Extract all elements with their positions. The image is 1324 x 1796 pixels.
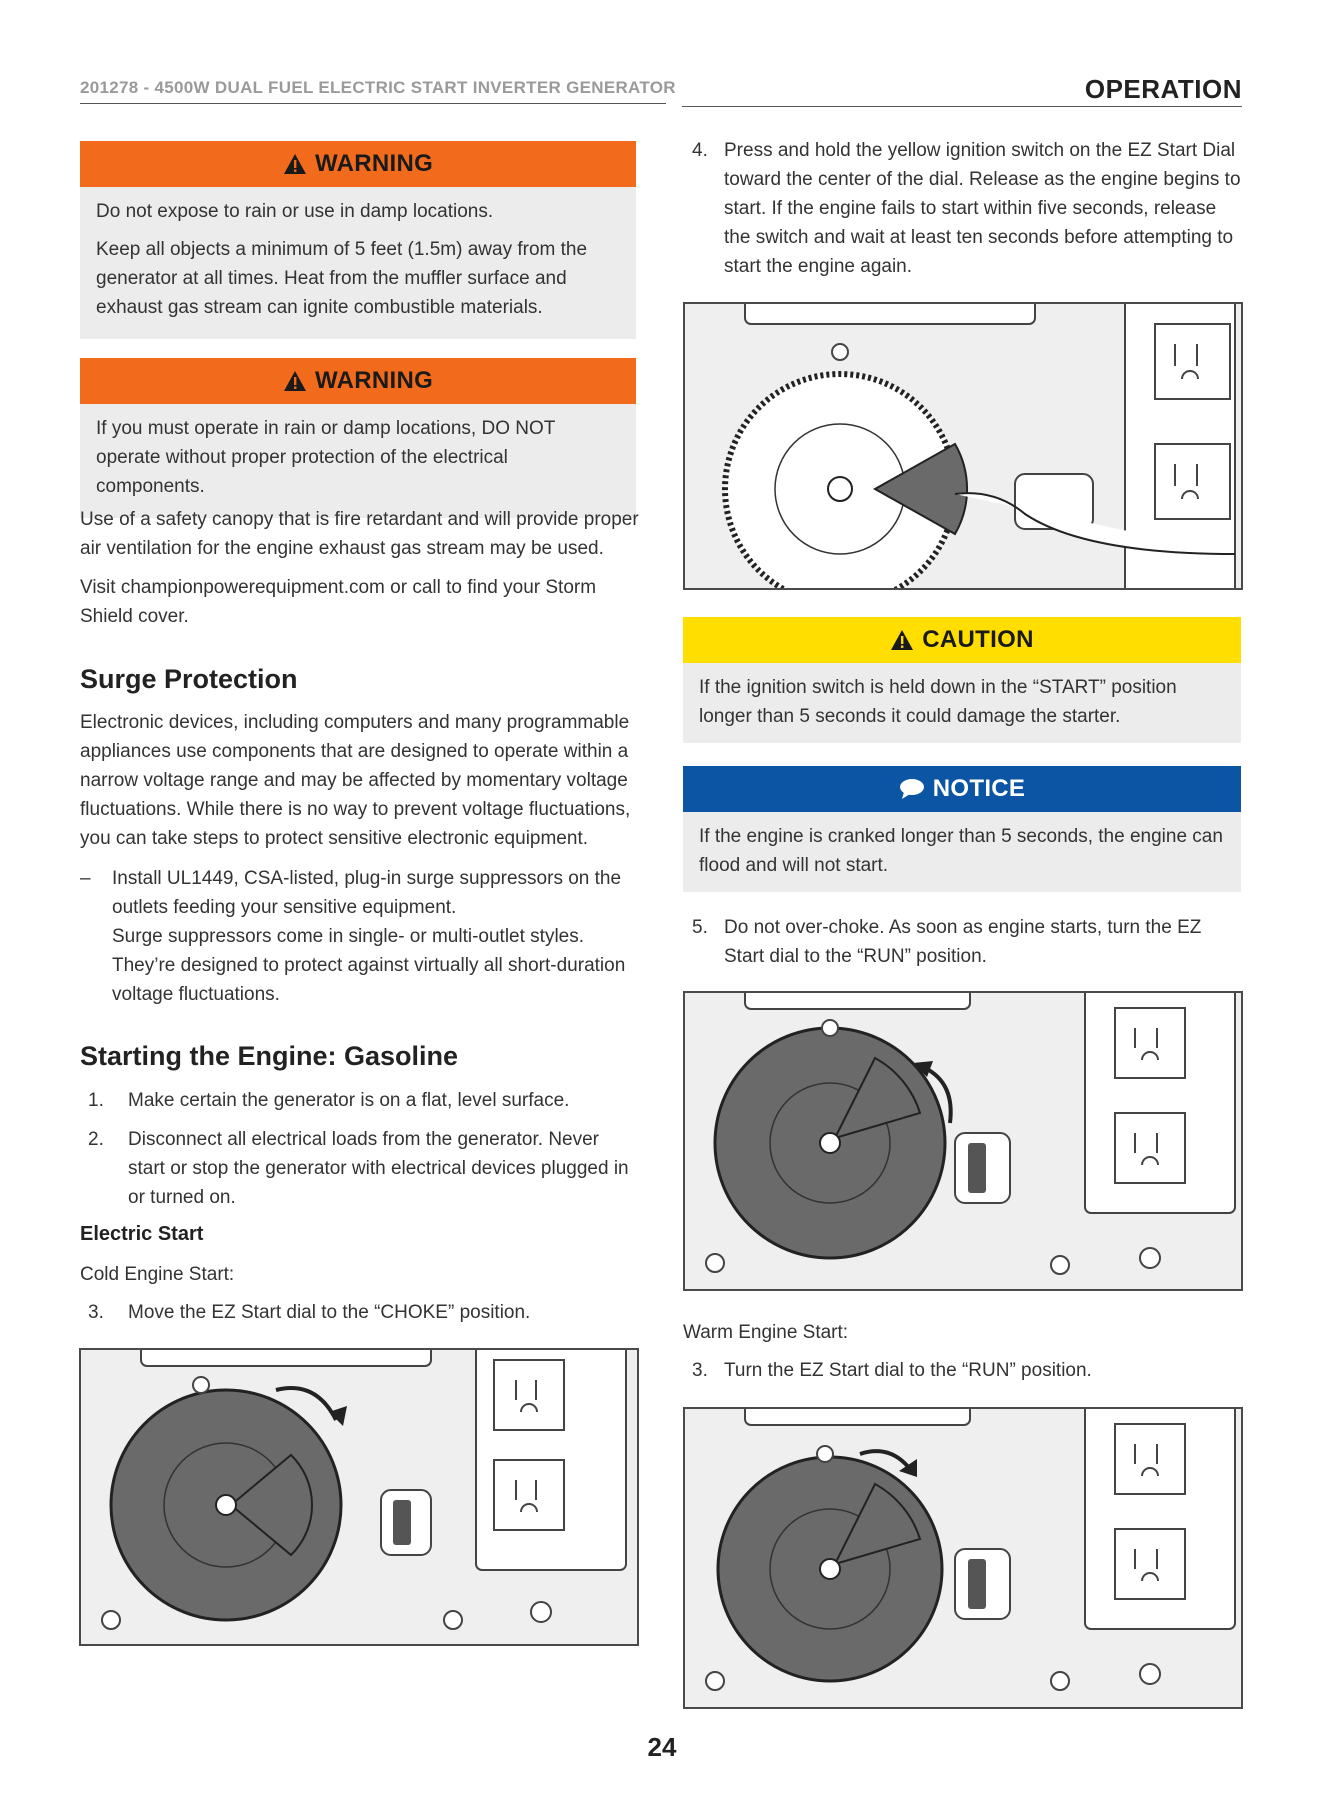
caution-header (683, 617, 1241, 663)
warning-triangle-icon (283, 370, 307, 392)
warm-start-label: Warm Engine Start: (683, 1322, 849, 1343)
step-number: 3. (88, 1302, 104, 1323)
document-title: 201278 - 4500W DUAL FUEL ELECTRIC START INVERTER GENERATOR (80, 78, 676, 97)
notice-text: If the engine is cranked longer than 5 seconds, the engine can flood and will not start. (699, 826, 1223, 876)
caution-title: CAUTION (922, 626, 1034, 653)
header-rule-right (682, 106, 1242, 107)
warning-triangle-icon (890, 629, 914, 651)
caution-text: If the ignition switch is held down in the “START” position longer than 5 seconds it could damage the starter. (699, 677, 1177, 727)
warning-triangle-icon (283, 153, 307, 175)
surge-paragraph: Electronic devices, including computers and many programmable appliances use components that are designed to operate within a narrow voltage range and may be affected by momentary voltage fluctuations. While there is no way to prevent voltage fluctuations, you can take steps to protect sensitive electronic equipment. (80, 712, 631, 849)
notice-header (683, 766, 1241, 812)
warm-run-dial-figure (683, 1407, 1243, 1709)
starting-engine-heading: Starting the Engine: Gasoline (80, 1041, 459, 1071)
list-item (692, 1356, 1242, 1385)
canopy-paragraph: Use of a safety canopy that is fire retardant and will provide proper air ventilation for the engine exhaust gas stream may be used. (80, 509, 639, 559)
notice-title: NOTICE (932, 775, 1026, 802)
warning-title: WARNING (314, 150, 434, 177)
step-text: Move the EZ Start dial to the “CHOKE” position. (128, 1302, 531, 1323)
bullet-dash: – (80, 868, 91, 889)
warning-text: Keep all objects a minimum of 5 feet (1.5m) away from the generator at all times. Heat from the muffler surface and exhaust gas stream can ignite combustible materials. (96, 239, 588, 318)
surge-protection-heading: Surge Protection (80, 664, 298, 694)
warning-box-damp (80, 358, 636, 518)
choke-dial-figure (79, 1348, 639, 1646)
notice-box (683, 766, 1241, 892)
step-text: Do not over-choke. As soon as engine starts, turn the EZ Start dial to the “RUN” position. (724, 917, 1202, 967)
step-number: 2. (88, 1129, 104, 1150)
step-text: Press and hold the yellow ignition switch on the EZ Start Dial toward the center of the dial. Release as the engine begins to start. If the engine fails to start within five seconds, release the switch and wait at least ten seconds before attempting to start the engine again. (724, 140, 1241, 277)
run-dial-figure (683, 991, 1243, 1291)
page-number: 24 (647, 1732, 677, 1762)
press-ignition-figure (683, 302, 1243, 590)
bullet-text: Surge suppressors come in single- or multi-outlet styles. They’re designed to protect against virtually all short-duration voltage fluctuations. (112, 926, 626, 1005)
step-number: 3. (692, 1360, 708, 1381)
warning-text: If you must operate in rain or damp locations, DO NOT operate without proper protection of the electrical components. (96, 418, 556, 497)
list-item (88, 1086, 640, 1115)
caution-box (683, 617, 1241, 743)
step-text: Turn the EZ Start dial to the “RUN” position. (724, 1360, 1092, 1381)
warning-title: WARNING (314, 367, 434, 394)
warning-box-rain (80, 141, 636, 339)
bullet-text: Install UL1449, CSA-listed, plug-in surge suppressors on the outlets feeding your sensitive equipment. (112, 868, 622, 918)
step-number: 5. (692, 917, 708, 938)
list-item (692, 136, 1242, 281)
step-number: 1. (88, 1090, 104, 1111)
header-rule-left (80, 103, 666, 104)
step-number: 4. (692, 140, 708, 161)
section-title: OPERATION (1084, 74, 1242, 104)
list-item (80, 864, 640, 1009)
visit-paragraph: Visit championpowerequipment.com or call to find your Storm Shield cover. (80, 577, 597, 627)
warning-text: Do not expose to rain or use in damp locations. (96, 201, 494, 222)
list-item (692, 913, 1242, 971)
speech-bubble-icon (899, 778, 925, 800)
warning-header (80, 358, 636, 404)
warning-header (80, 141, 636, 187)
step-text: Disconnect all electrical loads from the generator. Never start or stop the generator with electrical devices plugged in or turned on. (128, 1129, 629, 1208)
electric-start-subheading: Electric Start (80, 1223, 204, 1245)
step-text: Make certain the generator is on a flat, level surface. (128, 1090, 570, 1111)
list-item (88, 1125, 640, 1212)
list-item (88, 1298, 640, 1327)
cold-start-label: Cold Engine Start: (80, 1264, 235, 1285)
